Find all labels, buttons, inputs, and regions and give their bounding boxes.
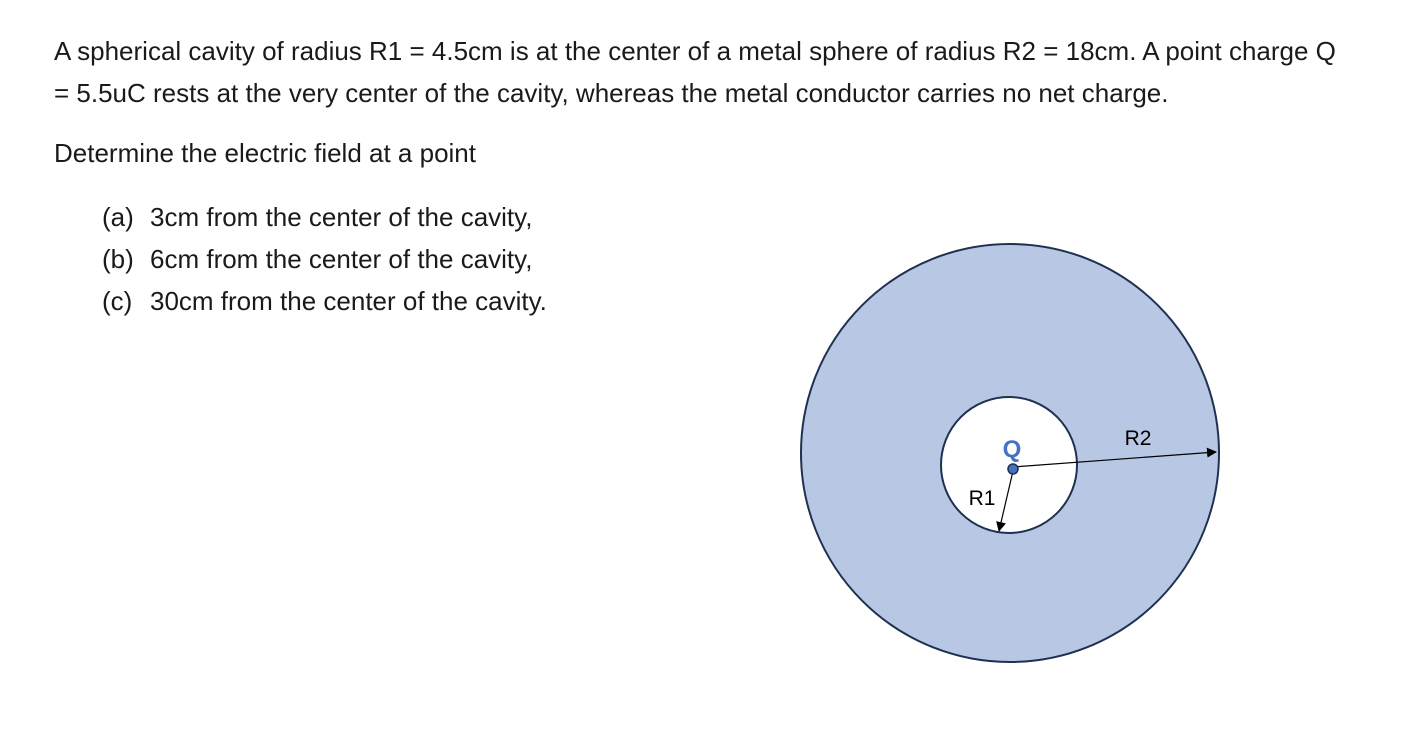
sphere-diagram-svg xyxy=(790,235,1230,675)
point-charge-dot xyxy=(1008,464,1018,474)
question-part-a xyxy=(102,196,1354,238)
problem-question: Determine the electric field at a point xyxy=(54,138,476,168)
charge-label: Q xyxy=(1002,436,1022,463)
part-marker: (b) xyxy=(102,244,134,274)
part-text: 30cm from the center of the cavity. xyxy=(150,286,547,316)
r1-label: R1 xyxy=(968,487,996,510)
part-text: 6cm from the center of the cavity, xyxy=(150,244,533,274)
r2-label: R2 xyxy=(1124,427,1152,450)
part-marker: (c) xyxy=(102,286,133,316)
problem-description: A spherical cavity of radius R1 = 4.5cm is at the center of a metal sphere of radius R2 = 18cm. A point charge Q = 5.5uC rests at the very center of the cavity, whereas the metal conductor carries no net charge. xyxy=(54,36,1336,108)
sphere-diagram xyxy=(790,235,1230,675)
part-marker: (a) xyxy=(102,202,134,232)
part-text: 3cm from the center of the cavity, xyxy=(150,202,533,232)
